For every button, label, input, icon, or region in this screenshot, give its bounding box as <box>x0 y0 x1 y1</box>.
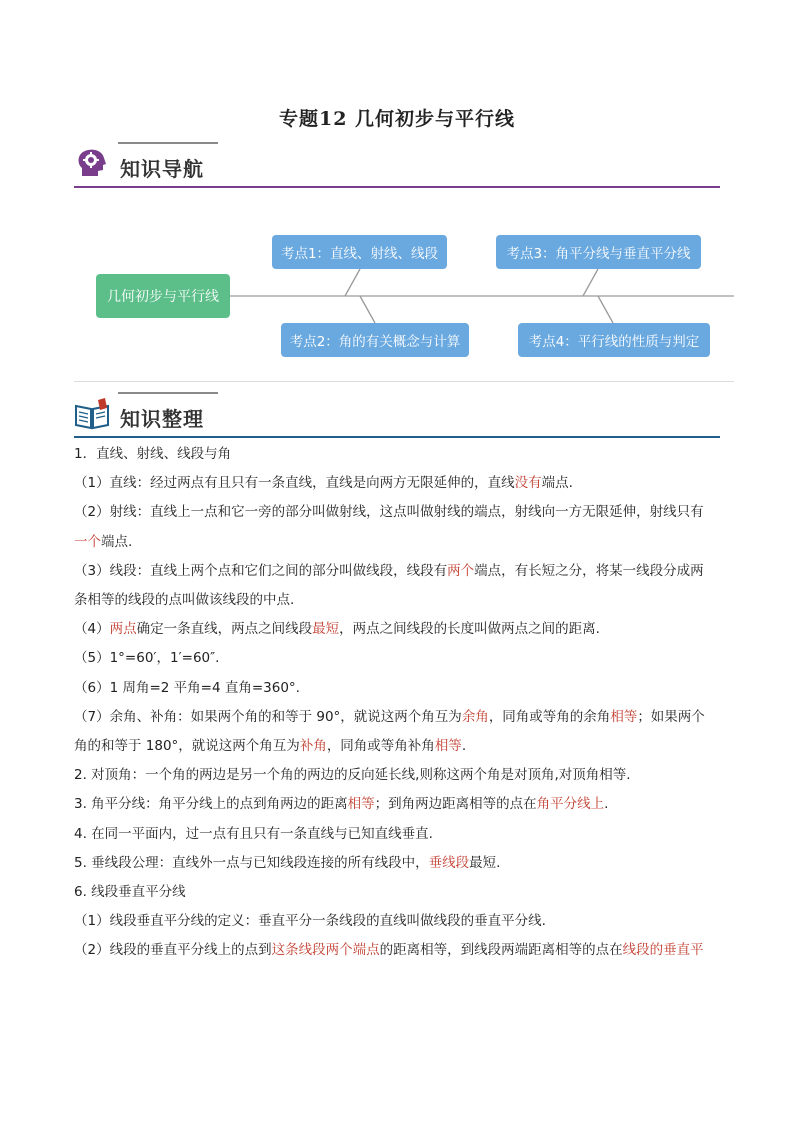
content-line <box>74 732 724 761</box>
content-line <box>74 907 724 936</box>
content-line <box>74 615 724 644</box>
header-divider <box>74 436 720 438</box>
highlighted-term: 最短 <box>312 621 340 638</box>
line-text: （7）余角、补角：如果两个角的和等于 90°，就说这两个角互为 <box>74 708 462 725</box>
highlighted-term: 相等 <box>347 796 375 813</box>
mindmap-root: 几何初步与平行线 <box>96 274 230 318</box>
highlighted-term: 线段的垂直平 <box>622 942 704 959</box>
line-text: 最短. <box>469 854 501 871</box>
line-text: ，两点之间线段的长度叫做两点之间的距离. <box>339 621 600 638</box>
line-text: . <box>461 738 467 755</box>
highlighted-term: 余角 <box>461 708 489 725</box>
section-header-summary <box>74 396 720 440</box>
highlighted-term: 相等 <box>610 708 638 725</box>
line-text: 端点. <box>101 533 133 550</box>
content-line <box>74 878 724 907</box>
section-separator <box>74 381 734 382</box>
line-text: ，同角或等角的余角 <box>488 708 611 725</box>
line-text: 2. 对顶角：一个角的两边是另一个角的两边的反向延长线,则称这两个角是对顶角,对顶角相等. <box>74 767 631 784</box>
content-line <box>74 498 724 527</box>
line-text: （1）直线：经过两点有且只有一条直线，直线是向两方无限延伸的，直线 <box>74 475 515 492</box>
content-line <box>74 790 724 819</box>
line-text: 1．直线、射线、线段与角 <box>74 446 232 462</box>
highlighted-term: 相等 <box>434 738 462 755</box>
line-text: 条相等的线段的点叫做该线段的中点. <box>74 592 295 609</box>
highlighted-term: 补角 <box>299 738 327 755</box>
line-text: （1）线段垂直平分线的定义：垂直平分一条线段的直线叫做线段的垂直平分线. <box>74 913 546 930</box>
line-text: （3）线段：直线上两个点和它们之间的部分叫做线段，线段有 <box>74 562 448 579</box>
header-divider <box>74 186 720 188</box>
mindmap-node-1: 考点1：直线、射线、线段 <box>272 235 447 269</box>
line-text: （4） <box>74 621 110 638</box>
mindmap-node-4: 考点4：平行线的性质与判定 <box>518 323 710 357</box>
highlighted-term: 这条线段两个端点 <box>271 942 380 959</box>
brain-icon <box>74 146 110 182</box>
line-text: ，同角或等角补角 <box>326 738 435 755</box>
highlighted-term: 没有 <box>514 475 542 492</box>
document-title: 专题12 几何初步与平行线 <box>278 108 516 130</box>
section-title: 知识导航 <box>120 157 204 181</box>
content-line <box>74 674 724 703</box>
highlighted-term: 两个 <box>447 562 475 579</box>
section-title: 知识整理 <box>120 407 204 431</box>
header-accent-line <box>118 392 218 394</box>
line-text: 端点，有长短之分，将某一线段分成两 <box>474 562 704 579</box>
open-book-icon <box>74 396 110 432</box>
line-text: 端点. <box>541 475 573 492</box>
highlighted-term: 一个 <box>74 533 101 550</box>
line-text: 4. 在同一平面内，过一点有且只有一条直线与已知直线垂直. <box>74 825 433 842</box>
line-text: （2）射线：直线上一点和它一旁的部分叫做射线，这点叫做射线的端点，射线向一方无限延伸，射线只有 <box>74 504 704 521</box>
content-line <box>74 528 724 557</box>
knowledge-content <box>74 440 724 966</box>
line-text: ；如果两个 <box>637 708 705 725</box>
line-text: （2）线段的垂直平分线上的点到 <box>74 942 272 959</box>
line-text: 5. 垂线段公理：直线外一点与已知线段连接的所有线段中， <box>74 854 429 871</box>
line-text: . <box>604 796 609 813</box>
content-line <box>74 761 724 790</box>
content-line <box>74 586 724 615</box>
content-line <box>74 440 724 469</box>
highlighted-term: 两点 <box>109 621 137 638</box>
mindmap-node-3: 考点3：角平分线与垂直平分线 <box>496 235 701 269</box>
line-text: 6. 线段垂直平分线 <box>74 884 186 901</box>
line-text: 角的和等于 180°，就说这两个角互为 <box>74 738 300 755</box>
section-header-navigation <box>74 146 720 190</box>
line-text: 的距离相等，到线段两端距离相等的点在 <box>379 942 623 959</box>
mindmap-node-2: 考点2：角的有关概念与计算 <box>281 323 469 357</box>
content-line <box>74 936 724 965</box>
content-line <box>74 820 724 849</box>
content-line <box>74 469 724 498</box>
content-line <box>74 557 724 586</box>
content-line <box>74 644 724 673</box>
content-line <box>74 849 724 878</box>
header-accent-line <box>118 142 218 144</box>
line-text: （5）1°=60′，1′=60″. <box>74 650 220 667</box>
highlighted-term: 角平分线上 <box>536 796 605 813</box>
line-text: （6）1 周角=2 平角=4 直角=360°. <box>74 679 300 696</box>
line-text: 3. 角平分线：角平分线上的点到角两边的距离 <box>74 796 348 813</box>
line-text: ；到角两边距离相等的点在 <box>374 796 537 813</box>
line-text: 确定一条直线，两点之间线段 <box>136 621 313 638</box>
content-line <box>74 703 724 732</box>
highlighted-term: 垂线段 <box>428 854 470 871</box>
